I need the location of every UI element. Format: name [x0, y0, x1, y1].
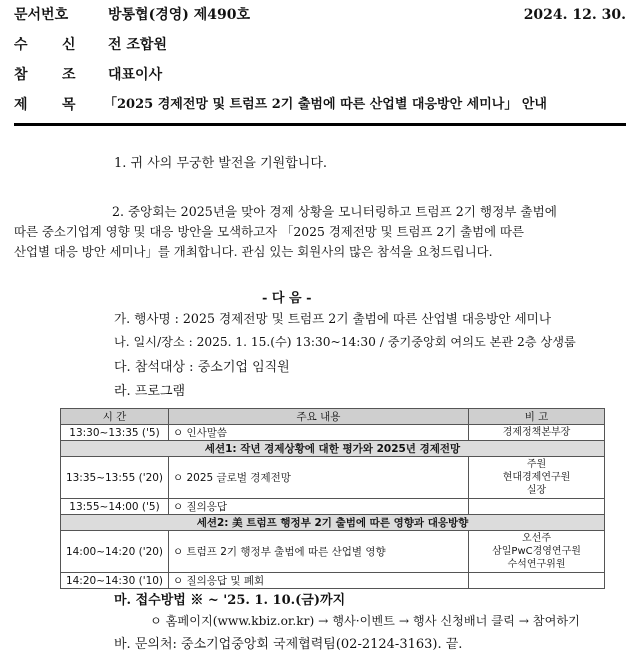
session-row	[61, 515, 605, 531]
doc-date: 2024. 12. 30.	[523, 7, 626, 23]
header-divider	[14, 123, 626, 126]
row-content: ㅇ 트럼프 2기 행정부 출범에 따른 산업별 영향	[169, 531, 469, 573]
speaker-name: 오선주	[522, 533, 551, 544]
paragraph-2-line-1: 2. 중앙회는 2025년을 맞아 경제 상황을 모니터링하고 트럼프 2기 행정부 출범에	[112, 204, 557, 219]
item-registration: 마. 접수방법 ※ ~ '25. 1. 10.(금)까지	[114, 593, 346, 608]
recipient-label-char1: 수	[14, 37, 28, 53]
speaker-org: 현대경제연구원	[502, 472, 571, 483]
doc-number-label: 문서번호	[14, 7, 69, 23]
session-2-title: 세션2: 美 트럼프 행정부 2기 출범에 따른 영향과 대응방향	[61, 515, 605, 531]
row-content: ㅇ 질의응답 및 폐회	[169, 573, 469, 589]
row-note	[469, 457, 605, 499]
reference-label-char2: 조	[62, 67, 76, 83]
session-row	[61, 441, 605, 457]
subject-label-char2: 목	[62, 97, 76, 113]
row-content: ㅇ 2025 글로벌 경제전망	[169, 457, 469, 499]
row-note	[469, 573, 605, 589]
subject: 「2025 경제전망 및 트럼프 2기 출범에 따른 산업별 대응방안 세미나」 안내	[104, 97, 547, 112]
row-note: 경제정책본부장	[469, 425, 605, 441]
row-time: 14:00~14:20 ('20)	[61, 531, 169, 573]
registration-detail: ㅇ 홈페이지(www.kbiz.or.kr) → 행사·이벤트 → 행사 신청배너 클릭 → 참여하기	[150, 614, 580, 628]
row-time: 13:55~14:00 ('5)	[61, 499, 169, 515]
below-heading: - 다 음 -	[262, 291, 312, 306]
doc-number: 방통협(경영) 제490호	[108, 7, 251, 23]
subject-label-char1: 제	[14, 97, 28, 113]
table-row	[61, 425, 605, 441]
speaker-name: 주원	[526, 459, 547, 470]
table-row	[61, 573, 605, 589]
item-contact: 바. 문의처: 중소기업중앙회 국제협력팀(02-2124-3163). 끝.	[114, 637, 463, 652]
table-row	[61, 499, 605, 515]
row-note	[469, 531, 605, 573]
paragraph-2-line-2: 따른 중소기업계 영향 및 대응 방안을 모색하고자 「2025 경제전망 및 트럼프 2기 출범에 따른	[14, 224, 524, 239]
speaker-org: 삼일PwC경영연구원	[492, 546, 581, 557]
row-content: ㅇ 인사말씀	[169, 425, 469, 441]
program-table	[60, 408, 605, 589]
reference: 대표이사	[108, 67, 163, 83]
speaker-title: 실장	[526, 485, 547, 496]
item-datetime-place: 나. 일시/장소 : 2025. 1. 15.(수) 13:30~14:30 / 중기중앙회 여의도 본관 2층 상생룸	[114, 335, 576, 349]
paragraph-2-line-3: 산업별 대응 방안 세미나」를 개최합니다. 관심 있는 회원사의 많은 참석을 요청드립니다.	[14, 244, 493, 259]
table-header-row	[61, 409, 605, 425]
row-time: 14:20~14:30 ('10)	[61, 573, 169, 589]
recipient: 전 조합원	[108, 37, 167, 53]
speaker-title: 수석연구위원	[507, 559, 566, 570]
reference-label-char1: 참	[14, 67, 28, 83]
row-content: ㅇ 질의응답	[169, 499, 469, 515]
row-time: 13:35~13:55 ('20)	[61, 457, 169, 499]
row-time: 13:30~13:35 ('5)	[61, 425, 169, 441]
row-note	[469, 499, 605, 515]
session-1-title: 세션1: 작년 경제상황에 대한 평가와 2025년 경제전망	[61, 441, 605, 457]
header-note: 비 고	[469, 409, 605, 425]
table-row	[61, 457, 605, 499]
item-event-name: 가. 행사명 : 2025 경제전망 및 트럼프 2기 출범에 따른 산업별 대응방안 세미나	[114, 311, 551, 326]
item-program: 라. 프로그램	[114, 384, 186, 399]
table-row	[61, 531, 605, 573]
header-content: 주요 내용	[169, 409, 469, 425]
header-time: 시 간	[61, 409, 169, 425]
recipient-label-char2: 신	[62, 37, 76, 53]
paragraph-1: 1. 귀 사의 무궁한 발전을 기원합니다.	[114, 156, 328, 171]
item-target: 다. 참석대상 : 중소기업 임직원	[114, 360, 290, 375]
